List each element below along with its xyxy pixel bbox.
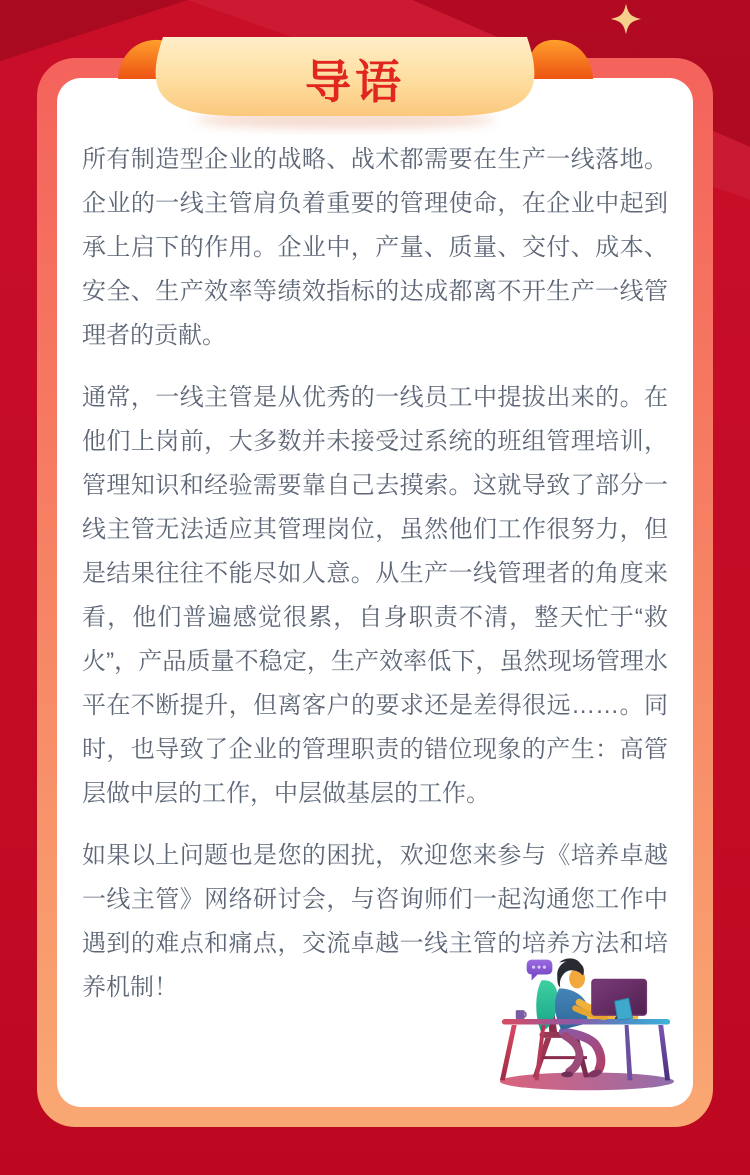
desk	[502, 1019, 670, 1024]
content-card	[57, 78, 693, 1107]
title-ribbon	[95, 30, 615, 165]
person-at-desk-illustration	[492, 953, 680, 1095]
speech-bubble-icon	[527, 960, 553, 981]
mug	[516, 1010, 526, 1019]
intro-text-block	[82, 138, 668, 1010]
intro-paragraph-1: 所有制造型企业的战略、战术都需要在生产一线落地。企业的一线主管肩负着重要的管理使命，在企业中起到承上启下的作用。企业中，产量、质量、交付、成本、安全、生产效率等绩效指标的达成都离不开生产一线管理者的贡献。	[82, 146, 668, 349]
section-title: 导语	[305, 56, 405, 108]
card-frame	[37, 58, 713, 1127]
intro-paragraph-3: 如果以上问题也是您的困扰，欢迎您来参与《培养卓越一线主管》网络研讨会，与咨询师们一起沟通您工作中遇到的难点和痛点，交流卓越一线主管的培养方法和培养机制！	[82, 842, 668, 1001]
intro-paragraph-2: 通常，一线主管是从优秀的一线员工中提拔出来的。在他们上岗前，大多数并未接受过系统的班组管理培训，管理知识和经验需要靠自己去摸索。这就导致了部分一线主管无法适应其管理岗位，虽然他们工作很努力，但是结果往往不能尽如人意。从生产一线管理者的角度来看，他们普遍感觉很累，自身职责不清，整天忙于“救火”，产品质量不稳定，生产效率低下，虽然现场管理水平在不断提升，但离客户的要求还是差得很远……。同时，也导致了企业的管理职责的错位现象的产生：高管层做中层的工作，中层做基层的工作。	[82, 384, 668, 807]
